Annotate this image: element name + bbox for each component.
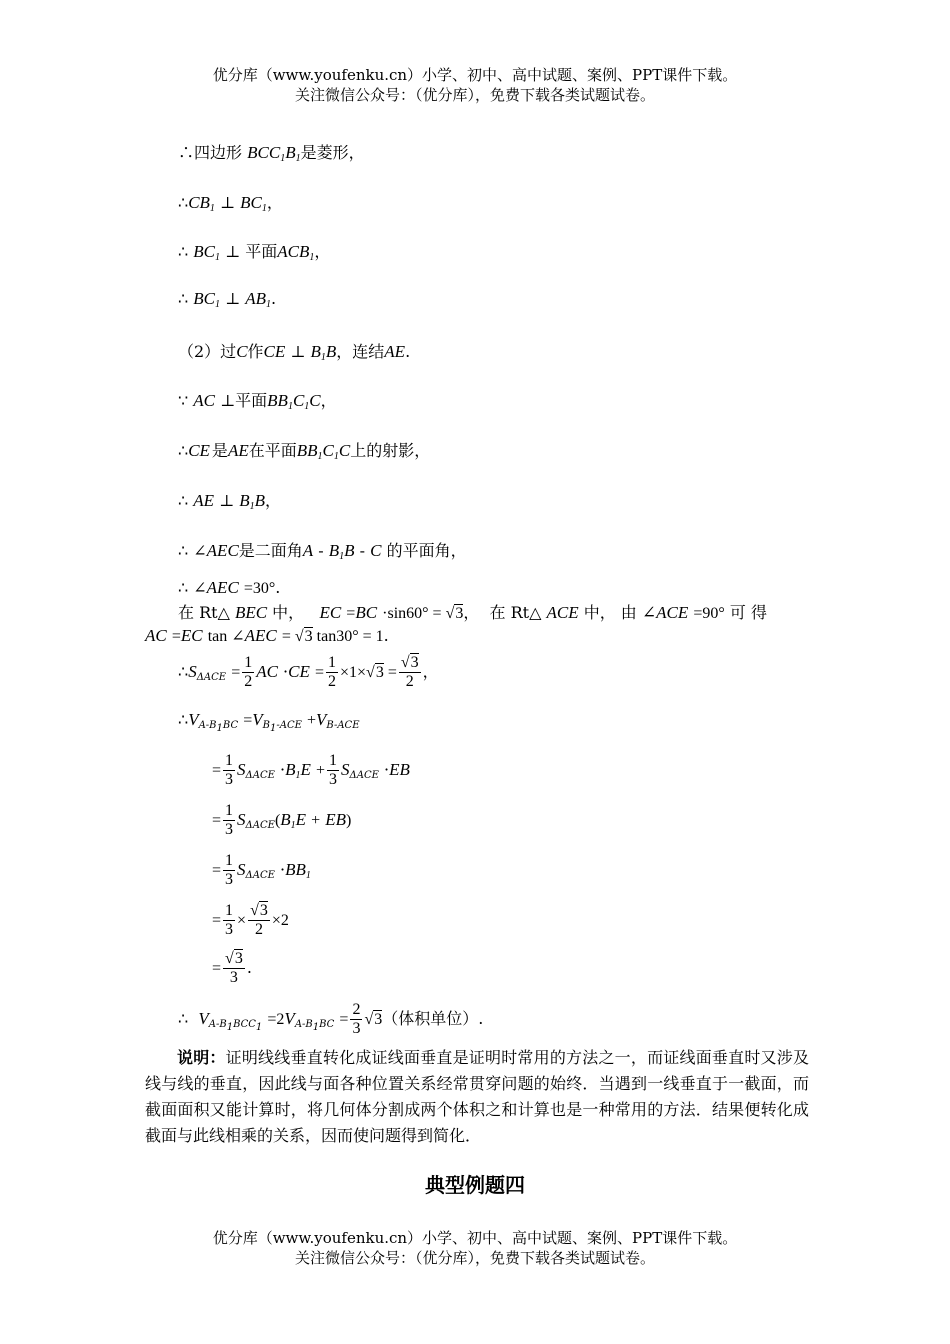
footer-line-1: 优分库（www.youfenku.cn）小学、初中、高中试题、案例、PPT课件下载。 xyxy=(212,1229,738,1247)
proof-line: ∴CE 是AE在平面$BB_1C_1C$上的射影， xyxy=(178,441,431,462)
explanation-paragraph xyxy=(145,1045,809,1149)
proof-line: = $\frac{1}{3}$ × $\frac{√3}{2}$ ×2 xyxy=(212,902,289,938)
proof-line: = $\frac{√3}{3}$ . xyxy=(212,950,252,986)
proof-line: ∴ ∠AEC是二面角A - $B_1B$ - C 的平面角， xyxy=(178,541,467,562)
proof-line: $\therefore V_{A-B_1BC} =V_{B_1-ACE} +V_{B-ACE}$ xyxy=(178,710,360,734)
proof-line: ∴ AE ⊥ $B_1B$， xyxy=(178,491,282,512)
proof-line: ∴ ∠AEC =30°. xyxy=(178,578,281,597)
proof-line: AC =EC tan ∠AEC = √3 tan30° = 1. xyxy=(145,626,389,645)
explanation-label: 说明： xyxy=(177,1048,226,1067)
section-title: 典型例题四 xyxy=(425,1173,525,1197)
proof-line: ∴ $BC_1$ ⊥ $AB_1$. xyxy=(178,289,277,310)
proof-line: ∴四边形 $BCC_1B_1$是菱形， xyxy=(178,143,365,164)
proof-line: ∴ $V_{A-B_1BCC_1} =2V_{A-B_1BC}$ = $\frac{2}{3}$ √3（体积单位）. xyxy=(178,1001,484,1037)
proof-line: = $\frac{1}{3}$ $S_{\Delta ACE} \cdot BB_1$ xyxy=(212,852,311,888)
proof-line: ∵ AC ⊥平面$BB_1C_1C$， xyxy=(178,391,337,412)
proof-line: （2）过C作CE ⊥ $B_1B$，连结AE. xyxy=(178,342,411,363)
proof-line: $\therefore S_{\Delta ACE}$ = $\frac{1}{2}$ AC ·CE = $\frac{1}{2}$ ×1×√3 = $\frac{√3}{2}$ ， xyxy=(178,654,439,690)
proof-line: = $\frac{1}{3}$ $S_{\Delta ACE}(B_1E + EB)$ xyxy=(212,802,352,838)
footer-line-2: 关注微信公众号：（优分库），免费下载各类试题试卷。 xyxy=(294,1249,655,1267)
proof-line: ∴ $BC_1$ ⊥ 平面$ACB_1$， xyxy=(178,242,331,263)
proof-line: 在 Rt△ BEC 中， EC =BC ·sin60° = √3， 在 Rt△ ACE 中， 由 ∠ACE =90° 可 得 xyxy=(178,603,767,622)
proof-line: $\therefore CB_1$ ⊥ $BC_1$， xyxy=(178,193,283,214)
explanation-text: 证明线线垂直转化成证线面垂直是证明时常用的方法之一，而证线面垂直时又涉及线与线的垂直，因此线与面各种位置关系经常贯穿问题的始终．当遇到一线垂直于一截面，而截面面积又能计算时，将几何体分割成两个体积之和计算也是一种常用的方法．结果便转化成截面与此线相乘的关系，因而使问题得到简化． xyxy=(145,1048,809,1145)
proof-line: = $\frac{1}{3}$ $S_{\Delta ACE} \cdot B_1E$ + $\frac{1}{3}$ $S_{\Delta ACE} \cdot EB$ xyxy=(212,752,410,788)
header-line-2: 关注微信公众号：（优分库），免费下载各类试题试卷。 xyxy=(294,86,655,104)
header-line-1: 优分库（www.youfenku.cn）小学、初中、高中试题、案例、PPT课件下载。 xyxy=(212,66,738,84)
